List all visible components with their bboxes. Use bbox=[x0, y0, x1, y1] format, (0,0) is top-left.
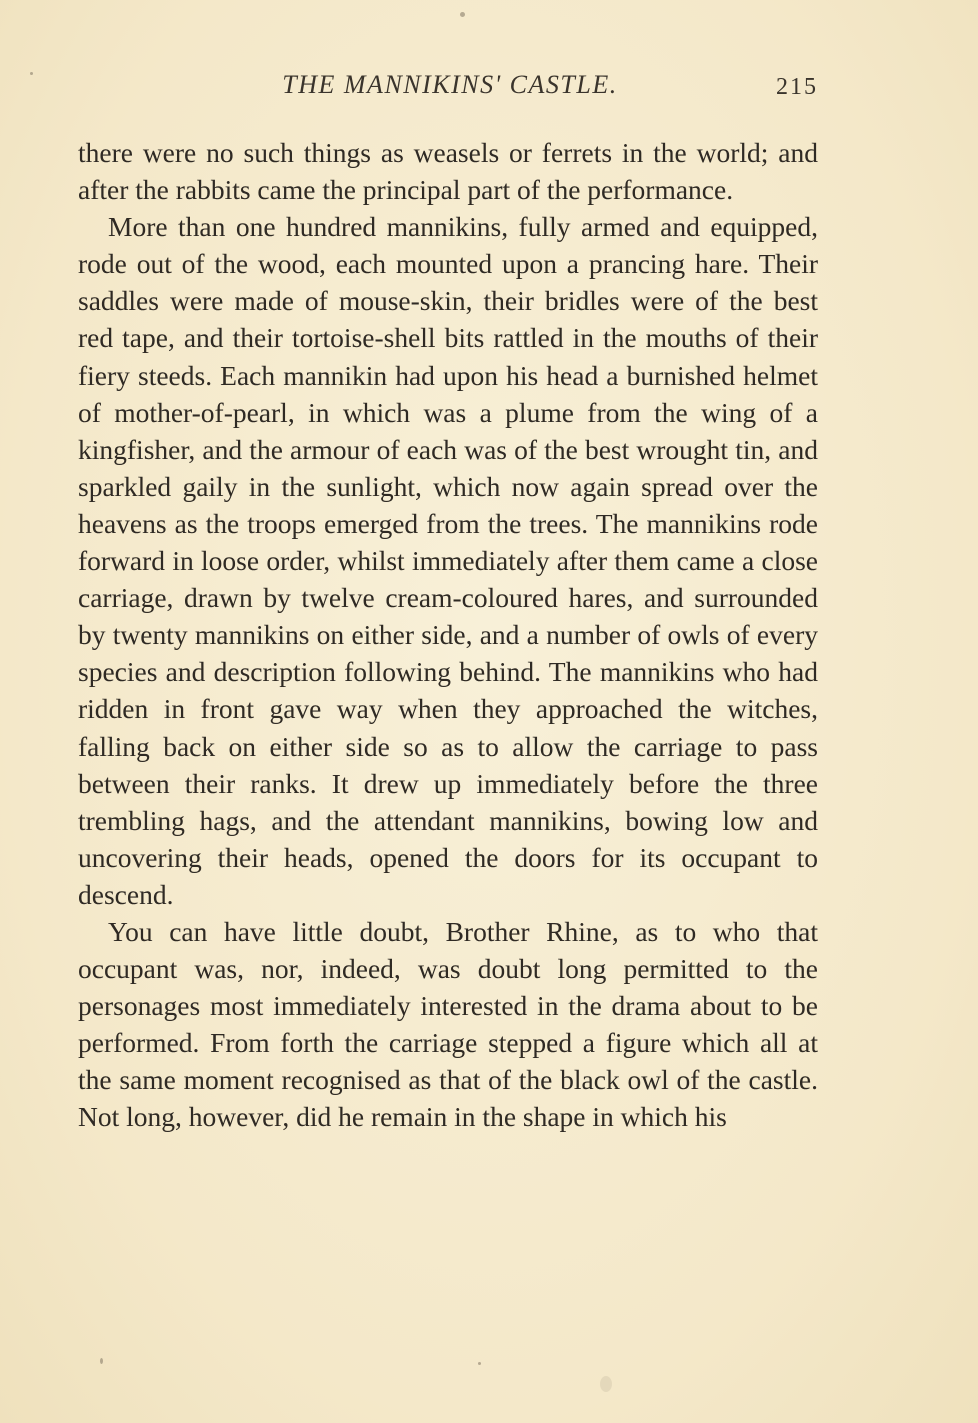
print-speck bbox=[100, 1358, 103, 1364]
body-text bbox=[78, 134, 818, 1136]
print-speck bbox=[600, 1376, 612, 1392]
paragraph: More than one hundred mannikins, fully armed and equipped, rode out of the wood, each mounted upon a prancing hare. Their saddles were made of mouse-skin, their bridles were of the best red tape, and their tortoise-shell bits rattled in the mouths of their fiery steeds. Each mannikin had upon his head a burnished helmet of mother-of-pearl, in which was a plume from the wing of a kingfisher, and the armour of each was of the best wrought tin, and sparkled gaily in the sunlight, which now again spread over the heavens as the troops emerged from the trees. The mannikins rode forward in loose order, whilst immediately after them came a close carriage, drawn by twelve cream-coloured hares, and surrounded by twenty mannikins on either side, and a number of owls of every species and description following behind. The mannikins who had ridden in front gave way when they approached the witches, falling back on either side so as to allow the carriage to pass between their ranks. It drew up immediately before the three trembling hags, and the attendant mannikins, bowing low and uncovering their heads, opened the doors for its occupant to descend. bbox=[78, 211, 818, 910]
paragraph: You can have little doubt, Brother Rhine, as to who that occupant was, nor, indeed, was doubt long permitted to the personages most immediately interested in the drama about to be performed. From forth the carriage stepped a figure which all at the same moment recognised as that of the black owl of the castle. Not long, however, did he remain in the shape in which his bbox=[78, 915, 818, 1133]
running-title: THE MANNIKINS' CASTLE. bbox=[282, 70, 618, 99]
print-speck bbox=[460, 12, 465, 17]
page-number: 215 bbox=[776, 74, 818, 100]
print-speck bbox=[478, 1362, 481, 1365]
paragraph-continuation: there were no such things as weasels or ferrets in the world; and after the rabbits came the principal part of the performance. bbox=[78, 137, 818, 206]
page-header bbox=[0, 70, 978, 106]
